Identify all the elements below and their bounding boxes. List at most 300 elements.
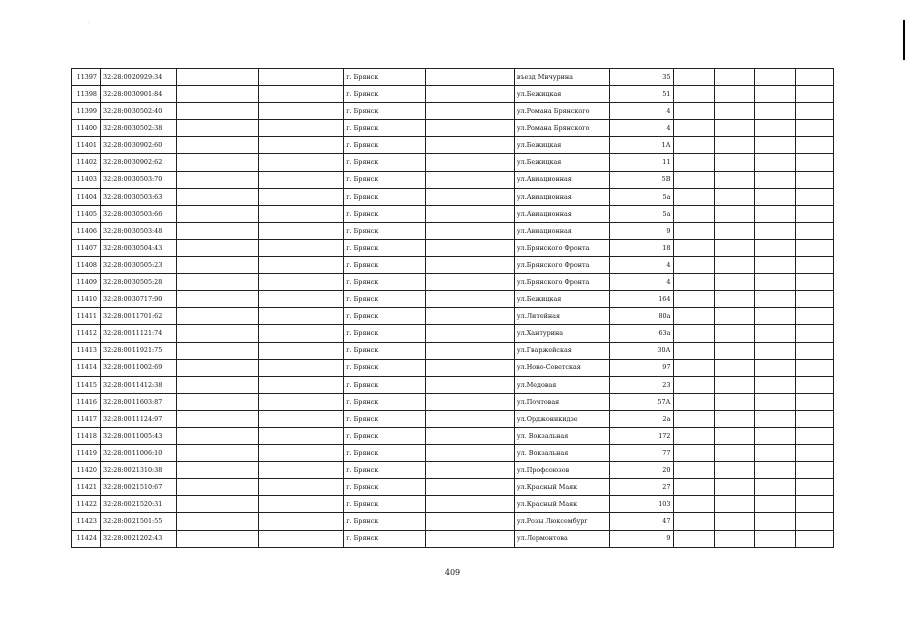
empty-cell: [425, 359, 514, 376]
empty-cell: [674, 530, 714, 547]
table-row: [72, 427, 834, 444]
city-cell: г. Брянск: [344, 239, 425, 256]
city-cell: г. Брянск: [344, 308, 425, 325]
street-cell: ул.Брянского Фронта: [514, 239, 609, 256]
row-number-cell: 11402: [72, 154, 101, 171]
row-number-cell: 11401: [72, 137, 101, 154]
empty-cell: [425, 393, 514, 410]
cadastral-number-cell: 32:28:0011121:74: [101, 325, 177, 342]
empty-cell: [259, 342, 344, 359]
empty-cell: [674, 239, 714, 256]
empty-cell: [176, 479, 259, 496]
empty-cell: [674, 188, 714, 205]
empty-cell: [425, 205, 514, 222]
empty-cell: [425, 445, 514, 462]
empty-cell: [714, 359, 754, 376]
empty-cell: [754, 274, 795, 291]
empty-cell: [176, 291, 259, 308]
street-cell: ул.Литейная: [514, 308, 609, 325]
empty-cell: [259, 274, 344, 291]
cadastral-number-cell: 32:28:0030901:84: [101, 86, 177, 103]
row-number-cell: 11412: [72, 325, 101, 342]
house-number-cell: 35: [609, 69, 674, 86]
empty-cell: [176, 120, 259, 137]
empty-cell: [795, 376, 833, 393]
cadastral-number-cell: 32:28:0021520:31: [101, 496, 177, 513]
house-number-cell: 18: [609, 239, 674, 256]
cadastral-number-cell: 32:28:0011124:97: [101, 410, 177, 427]
empty-cell: [259, 479, 344, 496]
empty-cell: [259, 359, 344, 376]
empty-cell: [714, 410, 754, 427]
empty-cell: [425, 222, 514, 239]
street-cell: ул.Бежицкая: [514, 137, 609, 154]
empty-cell: [259, 530, 344, 547]
empty-cell: [795, 496, 833, 513]
house-number-cell: 9: [609, 530, 674, 547]
empty-cell: [425, 513, 514, 530]
empty-cell: [176, 393, 259, 410]
cadastral-number-cell: 32:28:0030503:70: [101, 171, 177, 188]
empty-cell: [425, 342, 514, 359]
row-number-cell: 11416: [72, 393, 101, 410]
empty-cell: [259, 188, 344, 205]
row-number-cell: 11422: [72, 496, 101, 513]
empty-cell: [795, 239, 833, 256]
house-number-cell: 80а: [609, 308, 674, 325]
empty-cell: [425, 120, 514, 137]
street-cell: ул.Орджоникидзе: [514, 410, 609, 427]
city-cell: г. Брянск: [344, 137, 425, 154]
empty-cell: [795, 445, 833, 462]
row-number-cell: 11411: [72, 308, 101, 325]
empty-cell: [674, 291, 714, 308]
cadastral-number-cell: 32:28:0030505:23: [101, 257, 177, 274]
street-cell: ул.Бежицкая: [514, 154, 609, 171]
house-number-cell: 9: [609, 222, 674, 239]
cadastral-number-cell: 32:28:0030502:38: [101, 120, 177, 137]
table-row: [72, 445, 834, 462]
empty-cell: [795, 530, 833, 547]
table-row: [72, 239, 834, 256]
empty-cell: [674, 359, 714, 376]
street-cell: ул.Ново-Советская: [514, 359, 609, 376]
table-row: [72, 393, 834, 410]
city-cell: г. Брянск: [344, 103, 425, 120]
city-cell: г. Брянск: [344, 257, 425, 274]
house-number-cell: 23: [609, 376, 674, 393]
empty-cell: [176, 171, 259, 188]
empty-cell: [259, 120, 344, 137]
empty-cell: [425, 530, 514, 547]
cadastral-number-cell: 32:28:0021501:55: [101, 513, 177, 530]
empty-cell: [674, 445, 714, 462]
row-number-cell: 11405: [72, 205, 101, 222]
empty-cell: [714, 445, 754, 462]
empty-cell: [674, 496, 714, 513]
street-cell: ул.Медовая: [514, 376, 609, 393]
city-cell: г. Брянск: [344, 154, 425, 171]
empty-cell: [425, 308, 514, 325]
empty-cell: [674, 274, 714, 291]
table-row: [72, 342, 834, 359]
empty-cell: [425, 69, 514, 86]
cadastral-number-cell: 32:28:0020929:34: [101, 69, 177, 86]
house-number-cell: 164: [609, 291, 674, 308]
table-row: [72, 69, 834, 86]
empty-cell: [754, 513, 795, 530]
empty-cell: [259, 445, 344, 462]
city-cell: г. Брянск: [344, 530, 425, 547]
empty-cell: [176, 154, 259, 171]
row-number-cell: 11414: [72, 359, 101, 376]
empty-cell: [176, 513, 259, 530]
empty-cell: [714, 393, 754, 410]
cadastral-number-cell: 32:28:0030902:60: [101, 137, 177, 154]
row-number-cell: 11417: [72, 410, 101, 427]
empty-cell: [259, 171, 344, 188]
empty-cell: [714, 257, 754, 274]
table-row: [72, 291, 834, 308]
cadastral-number-cell: 32:28:0011701:62: [101, 308, 177, 325]
city-cell: г. Брянск: [344, 69, 425, 86]
empty-cell: [795, 291, 833, 308]
empty-cell: [714, 325, 754, 342]
city-cell: г. Брянск: [344, 445, 425, 462]
row-number-cell: 11406: [72, 222, 101, 239]
row-number-cell: 11423: [72, 513, 101, 530]
table-row: [72, 513, 834, 530]
street-cell: ул.Бежицкая: [514, 86, 609, 103]
empty-cell: [176, 188, 259, 205]
registry-table: [71, 68, 834, 548]
empty-cell: [795, 69, 833, 86]
empty-cell: [714, 462, 754, 479]
empty-cell: [176, 325, 259, 342]
table-row: [72, 86, 834, 103]
empty-cell: [674, 103, 714, 120]
empty-cell: [176, 86, 259, 103]
cadastral-number-cell: 32:28:0021202:43: [101, 530, 177, 547]
empty-cell: [674, 69, 714, 86]
row-number-cell: 11419: [72, 445, 101, 462]
cadastral-number-cell: 32:28:0030504:43: [101, 239, 177, 256]
cadastral-number-cell: 32:28:0030503:63: [101, 188, 177, 205]
cadastral-number-cell: 32:28:0011921:75: [101, 342, 177, 359]
empty-cell: [425, 171, 514, 188]
row-number-cell: 11421: [72, 479, 101, 496]
table-row: [72, 154, 834, 171]
street-cell: ул.Красный Маяк: [514, 479, 609, 496]
empty-cell: [714, 530, 754, 547]
empty-cell: [176, 205, 259, 222]
empty-cell: [754, 496, 795, 513]
house-number-cell: 77: [609, 445, 674, 462]
table-row: [72, 120, 834, 137]
empty-cell: [259, 462, 344, 479]
empty-cell: [795, 462, 833, 479]
empty-cell: [795, 479, 833, 496]
street-cell: ул. Вокзальная: [514, 445, 609, 462]
empty-cell: [714, 103, 754, 120]
empty-cell: [259, 154, 344, 171]
city-cell: г. Брянск: [344, 325, 425, 342]
city-cell: г. Брянск: [344, 496, 425, 513]
cadastral-number-cell: 32:28:0011006:10: [101, 445, 177, 462]
empty-cell: [754, 479, 795, 496]
row-number-cell: 11409: [72, 274, 101, 291]
empty-cell: [176, 308, 259, 325]
empty-cell: [425, 103, 514, 120]
corner-mark: ·: [88, 20, 90, 26]
house-number-cell: 103: [609, 496, 674, 513]
street-cell: ул.Бежицкая: [514, 291, 609, 308]
city-cell: г. Брянск: [344, 462, 425, 479]
empty-cell: [754, 137, 795, 154]
row-number-cell: 11399: [72, 103, 101, 120]
empty-cell: [674, 393, 714, 410]
table-row: [72, 359, 834, 376]
empty-cell: [795, 103, 833, 120]
empty-cell: [714, 274, 754, 291]
empty-cell: [259, 291, 344, 308]
empty-cell: [674, 462, 714, 479]
street-cell: ул.Авиационная: [514, 171, 609, 188]
empty-cell: [259, 86, 344, 103]
street-cell: ул.Брянского Фронта: [514, 274, 609, 291]
empty-cell: [754, 257, 795, 274]
street-cell: ул.Хантурина: [514, 325, 609, 342]
empty-cell: [176, 222, 259, 239]
table-row: [72, 171, 834, 188]
empty-cell: [425, 479, 514, 496]
house-number-cell: 63а: [609, 325, 674, 342]
empty-cell: [754, 393, 795, 410]
cadastral-number-cell: 32:28:0030505:28: [101, 274, 177, 291]
empty-cell: [176, 410, 259, 427]
empty-cell: [714, 188, 754, 205]
house-number-cell: 97: [609, 359, 674, 376]
city-cell: г. Брянск: [344, 410, 425, 427]
empty-cell: [754, 410, 795, 427]
empty-cell: [259, 69, 344, 86]
empty-cell: [259, 427, 344, 444]
table-row: [72, 188, 834, 205]
empty-cell: [795, 427, 833, 444]
empty-cell: [795, 205, 833, 222]
row-number-cell: 11410: [72, 291, 101, 308]
city-cell: г. Брянск: [344, 86, 425, 103]
empty-cell: [259, 257, 344, 274]
empty-cell: [795, 325, 833, 342]
empty-cell: [714, 69, 754, 86]
row-number-cell: 11404: [72, 188, 101, 205]
empty-cell: [795, 120, 833, 137]
empty-cell: [176, 103, 259, 120]
empty-cell: [714, 496, 754, 513]
empty-cell: [674, 342, 714, 359]
house-number-cell: 20: [609, 462, 674, 479]
empty-cell: [425, 410, 514, 427]
empty-cell: [754, 462, 795, 479]
empty-cell: [425, 376, 514, 393]
house-number-cell: 4: [609, 103, 674, 120]
empty-cell: [176, 462, 259, 479]
city-cell: г. Брянск: [344, 120, 425, 137]
house-number-cell: 172: [609, 427, 674, 444]
cadastral-number-cell: 32:28:0021510:67: [101, 479, 177, 496]
empty-cell: [176, 376, 259, 393]
empty-cell: [795, 86, 833, 103]
empty-cell: [425, 291, 514, 308]
table-row: [72, 257, 834, 274]
empty-cell: [754, 154, 795, 171]
empty-cell: [795, 308, 833, 325]
table-row: [72, 410, 834, 427]
empty-cell: [714, 86, 754, 103]
empty-cell: [425, 188, 514, 205]
empty-cell: [176, 257, 259, 274]
table-row: [72, 274, 834, 291]
row-number-cell: 11397: [72, 69, 101, 86]
street-cell: ул.Красный Маяк: [514, 496, 609, 513]
empty-cell: [674, 171, 714, 188]
street-cell: ул.Лермонтова: [514, 530, 609, 547]
empty-cell: [674, 376, 714, 393]
city-cell: г. Брянск: [344, 205, 425, 222]
table-row: [72, 530, 834, 547]
empty-cell: [425, 427, 514, 444]
street-cell: ул.Профсоюзов: [514, 462, 609, 479]
street-cell: ул.Почтовая: [514, 393, 609, 410]
empty-cell: [674, 427, 714, 444]
empty-cell: [674, 325, 714, 342]
empty-cell: [714, 222, 754, 239]
empty-cell: [176, 274, 259, 291]
empty-cell: [795, 137, 833, 154]
empty-cell: [259, 513, 344, 530]
street-cell: ул.Романа Брянского: [514, 120, 609, 137]
empty-cell: [714, 308, 754, 325]
empty-cell: [674, 86, 714, 103]
empty-cell: [714, 205, 754, 222]
row-number-cell: 11418: [72, 427, 101, 444]
empty-cell: [674, 308, 714, 325]
empty-cell: [714, 154, 754, 171]
empty-cell: [714, 137, 754, 154]
cadastral-number-cell: 32:28:0011603:87: [101, 393, 177, 410]
empty-cell: [425, 325, 514, 342]
house-number-cell: 51: [609, 86, 674, 103]
empty-cell: [259, 325, 344, 342]
empty-cell: [425, 274, 514, 291]
table-row: [72, 308, 834, 325]
city-cell: г. Брянск: [344, 291, 425, 308]
city-cell: г. Брянск: [344, 359, 425, 376]
empty-cell: [714, 171, 754, 188]
empty-cell: [754, 291, 795, 308]
empty-cell: [674, 257, 714, 274]
city-cell: г. Брянск: [344, 222, 425, 239]
empty-cell: [176, 342, 259, 359]
empty-cell: [754, 239, 795, 256]
table-row: [72, 205, 834, 222]
empty-cell: [259, 496, 344, 513]
city-cell: г. Брянск: [344, 479, 425, 496]
empty-cell: [795, 274, 833, 291]
city-cell: г. Брянск: [344, 274, 425, 291]
empty-cell: [754, 86, 795, 103]
cadastral-number-cell: 32:28:0030503:48: [101, 222, 177, 239]
house-number-cell: 2а: [609, 410, 674, 427]
page-number: 409: [444, 568, 461, 577]
city-cell: г. Брянск: [344, 171, 425, 188]
house-number-cell: 4: [609, 120, 674, 137]
empty-cell: [259, 205, 344, 222]
empty-cell: [176, 445, 259, 462]
empty-cell: [176, 239, 259, 256]
house-number-cell: 47: [609, 513, 674, 530]
empty-cell: [795, 222, 833, 239]
empty-cell: [674, 120, 714, 137]
empty-cell: [714, 342, 754, 359]
table-row: [72, 462, 834, 479]
empty-cell: [176, 69, 259, 86]
table-row: [72, 137, 834, 154]
city-cell: г. Брянск: [344, 513, 425, 530]
street-cell: ул.Романа Брянского: [514, 103, 609, 120]
table-row: [72, 222, 834, 239]
empty-cell: [259, 239, 344, 256]
empty-cell: [714, 239, 754, 256]
empty-cell: [176, 496, 259, 513]
street-cell: ул.Авиационная: [514, 205, 609, 222]
empty-cell: [425, 239, 514, 256]
empty-cell: [754, 188, 795, 205]
empty-cell: [795, 188, 833, 205]
empty-cell: [754, 342, 795, 359]
house-number-cell: 30А: [609, 342, 674, 359]
empty-cell: [714, 513, 754, 530]
street-cell: ул. Вокзальная: [514, 427, 609, 444]
empty-cell: [754, 103, 795, 120]
empty-cell: [714, 120, 754, 137]
row-number-cell: 11403: [72, 171, 101, 188]
house-number-cell: 1А: [609, 137, 674, 154]
cadastral-number-cell: 32:28:0011412:38: [101, 376, 177, 393]
city-cell: г. Брянск: [344, 342, 425, 359]
empty-cell: [754, 359, 795, 376]
cadastral-number-cell: 32:28:0021310:38: [101, 462, 177, 479]
row-number-cell: 11398: [72, 86, 101, 103]
table-row: [72, 376, 834, 393]
cadastral-number-cell: 32:28:0011005:43: [101, 427, 177, 444]
street-cell: въезд Мичурина: [514, 69, 609, 86]
empty-cell: [425, 496, 514, 513]
street-cell: ул.Авиационная: [514, 188, 609, 205]
empty-cell: [714, 291, 754, 308]
empty-cell: [754, 205, 795, 222]
cadastral-number-cell: 32:28:0030503:66: [101, 205, 177, 222]
city-cell: г. Брянск: [344, 427, 425, 444]
cadastral-number-cell: 32:28:0030502:40: [101, 103, 177, 120]
empty-cell: [754, 69, 795, 86]
empty-cell: [674, 479, 714, 496]
house-number-cell: 4: [609, 257, 674, 274]
registry-body: [72, 69, 834, 548]
table-row: [72, 325, 834, 342]
cadastral-number-cell: 32:28:0030717:90: [101, 291, 177, 308]
